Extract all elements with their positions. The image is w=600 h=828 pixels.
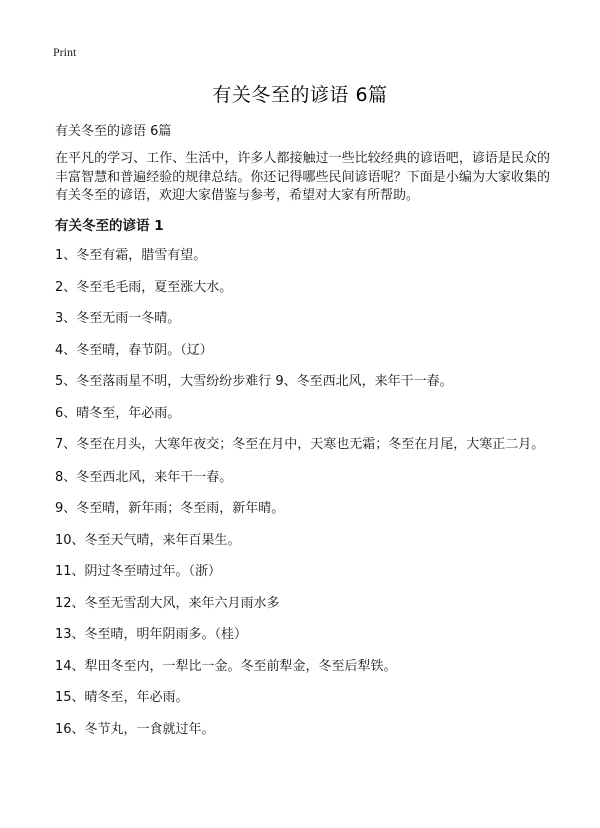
- document-subtitle: 有关冬至的谚语 6篇: [55, 124, 172, 139]
- saying-item: 12、冬至无雪刮大风，来年六月雨水多: [55, 595, 280, 611]
- saying-item: 16、冬节丸，一食就过年。: [55, 721, 215, 737]
- saying-item: 7、冬至在月头，大寒年夜交；冬至在月中，天寒也无霜；冬至在月尾，大寒正二月。: [55, 437, 545, 452]
- saying-item: 6、晴冬至，年必雨。: [55, 405, 181, 421]
- sayings-list: [55, 247, 550, 752]
- section-heading: 有关冬至的谚语 1: [55, 218, 164, 234]
- saying-item: 9、冬至晴，新年雨；冬至雨，新年晴。: [55, 501, 285, 516]
- saying-item: 10、冬至天气晴，来年百果生。: [55, 532, 241, 548]
- saying-item: 14、犁田冬至内，一犁比一金。冬至前犁金，冬至后犁铁。: [55, 658, 397, 674]
- intro-paragraph: 在平凡的学习、工作、生活中，许多人都接触过一些比较经典的谚语吧，谚语是民众的丰富智慧和普遍经验的规律总结。你还记得哪些民间谚语呢？下面是小编为大家收集的有关冬至的谚语，欢迎大家借鉴与参考，希望对大家有所帮助。: [55, 151, 550, 203]
- saying-item: 5、冬至落雨星不明，大雪纷纷步难行 9、冬至西北风，来年干一春。: [55, 374, 453, 389]
- saying-item: 1、冬至有霜，腊雪有望。: [55, 248, 207, 263]
- saying-item: 2、冬至毛毛雨，夏至涨大水。: [55, 279, 233, 295]
- saying-item: 11、阴过冬至晴过年。（浙）: [55, 564, 222, 579]
- saying-item: 8、冬至西北风，来年干一春。: [55, 469, 233, 485]
- saying-item: 4、冬至晴，春节阴。（辽）: [55, 342, 213, 358]
- saying-item: 13、冬至晴，明年阴雨多。（桂）: [55, 627, 248, 642]
- saying-item: 15、晴冬至，年必雨。: [55, 690, 189, 705]
- print-label[interactable]: Print: [53, 45, 77, 59]
- saying-item: 3、冬至无雨一冬晴。: [55, 311, 181, 326]
- page-title: 有关冬至的谚语 6篇: [212, 84, 388, 106]
